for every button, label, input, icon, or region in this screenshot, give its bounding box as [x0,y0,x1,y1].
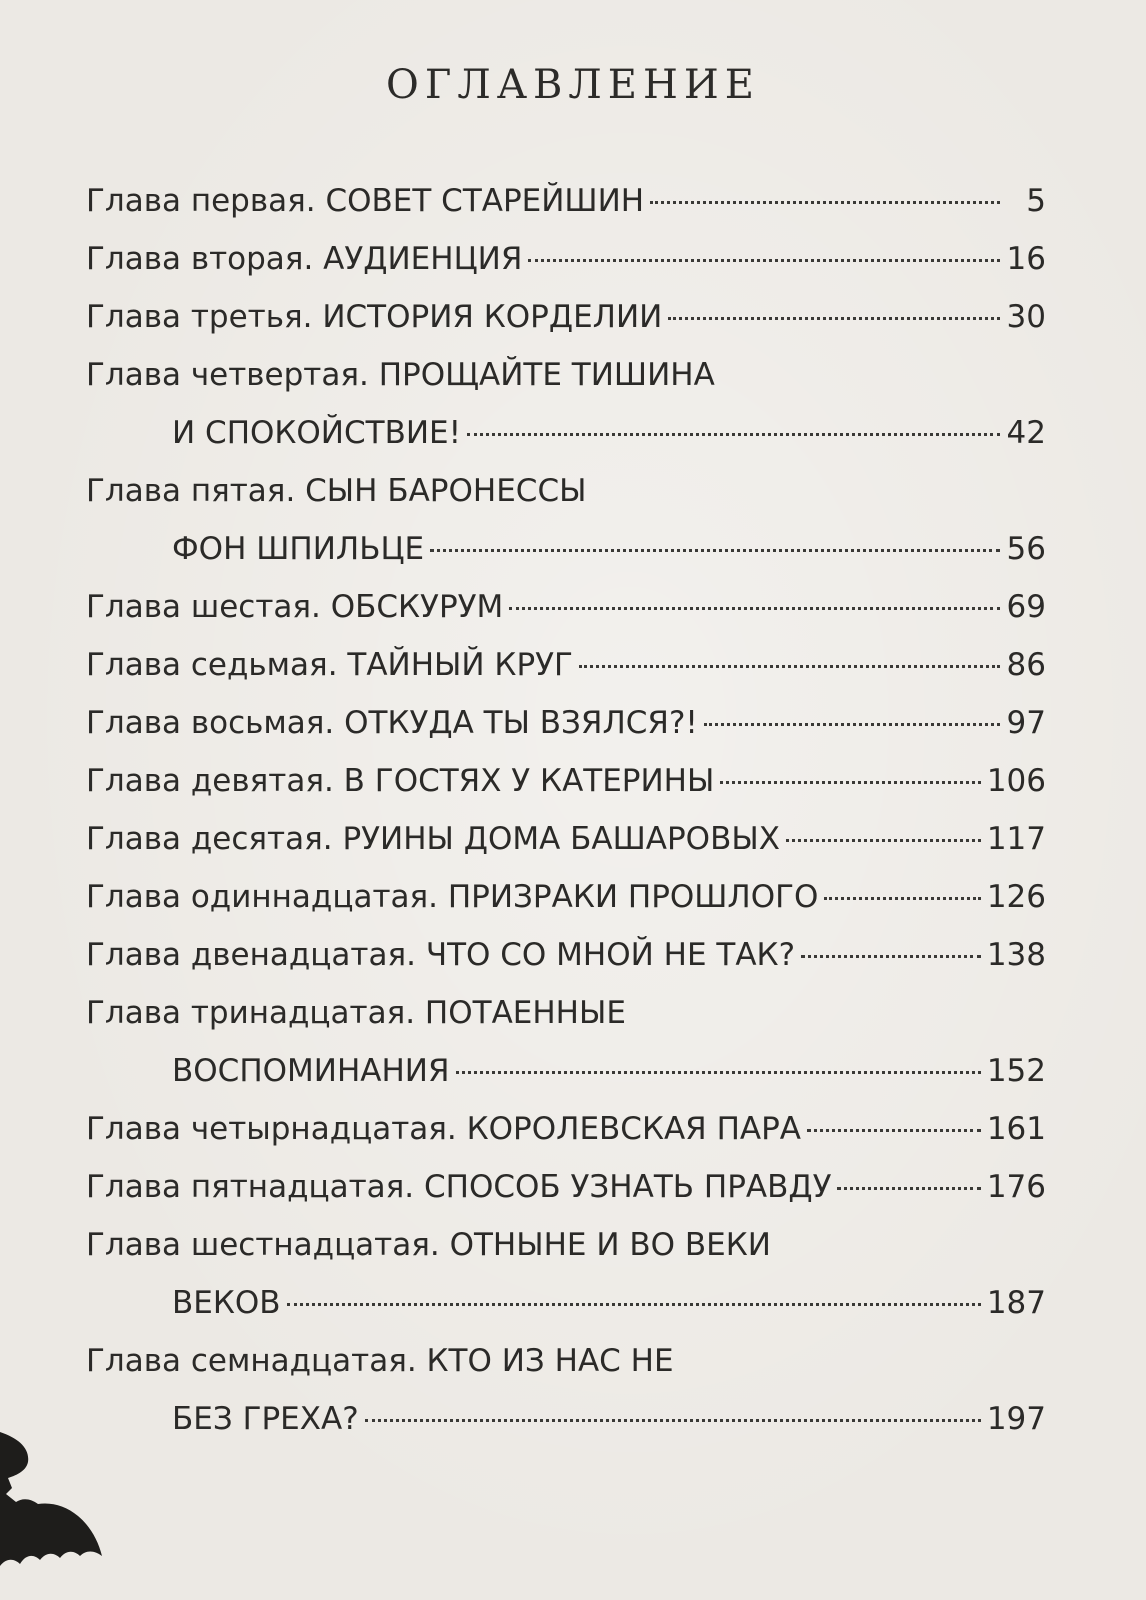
dot-leader [579,665,1000,668]
bat-silhouette-icon [0,1432,110,1582]
toc-entry-text: Глава двенадцатая. ЧТО СО МНОЙ НЕ ТАК? [86,937,796,973]
toc-entry-continuation [86,1274,1046,1332]
toc-entry [86,1158,1046,1216]
toc-entry [86,230,1046,288]
toc-page-number: 161 [986,1111,1046,1147]
toc-page-number: 56 [1006,531,1046,567]
dot-leader [801,955,981,958]
toc-entry-text: Глава одиннадцатая. ПРИЗРАКИ ПРОШЛОГО [86,879,819,915]
page-title: ОГЛАВЛЕНИЕ [386,62,760,108]
toc-entry-text: Глава девятая. В ГОСТЯХ У КАТЕРИНЫ [86,763,715,799]
toc-entry-continuation [86,1390,1046,1448]
toc-entry-text: Глава седьмая. ТАЙНЫЙ КРУГ [86,647,573,683]
toc-entry-text: Глава шестая. ОБСКУРУМ [86,589,504,625]
toc-page-number: 30 [1006,299,1046,335]
toc-entry-text: Глава четвертая. ПРОЩАЙТЕ ТИШИНА [86,357,715,393]
toc-entry-text: И СПОКОЙСТВИЕ! [172,415,462,451]
toc-entry [86,1332,1046,1390]
toc-entry [86,694,1046,752]
toc-page-number: 86 [1006,647,1046,683]
toc-page-number: 176 [986,1169,1046,1205]
toc-entry-continuation [86,1042,1046,1100]
toc-entry-text: Глава пятая. СЫН БАРОНЕССЫ [86,473,587,509]
toc-page-number: 187 [986,1285,1046,1321]
dot-leader [824,897,980,900]
bat-silhouette-shape [0,1432,102,1566]
toc-entry-text: Глава третья. ИСТОРИЯ КОРДЕЛИИ [86,299,663,335]
toc-entry [86,868,1046,926]
table-of-contents [86,172,1046,1448]
dot-leader [430,549,1000,552]
toc-entry [86,578,1046,636]
toc-entry [86,636,1046,694]
dot-leader [704,723,1000,726]
toc-page-number: 152 [986,1053,1046,1089]
toc-entry-continuation [86,520,1046,578]
toc-page-number: 197 [986,1401,1046,1437]
dot-leader [456,1071,981,1074]
dot-leader [650,201,1000,204]
dot-leader [287,1303,981,1306]
toc-page-number: 106 [986,763,1046,799]
dot-leader [365,1419,981,1422]
toc-entry-text: Глава пятнадцатая. СПОСОБ УЗНАТЬ ПРАВДУ [86,1169,832,1205]
toc-page-number: 69 [1006,589,1046,625]
toc-page-number: 117 [986,821,1046,857]
toc-entry [86,984,1046,1042]
toc-entry-text: Глава четырнадцатая. КОРОЛЕВСКАЯ ПАРА [86,1111,801,1147]
toc-page-number: 5 [1026,183,1046,219]
toc-page-number: 138 [986,937,1046,973]
dot-leader [786,839,981,842]
toc-entry-text: Глава первая. СОВЕТ СТАРЕЙШИН [86,183,645,219]
toc-entry-continuation [86,404,1046,462]
toc-entry-text: Глава вторая. АУДИЕНЦИЯ [86,241,523,277]
toc-entry [86,1100,1046,1158]
toc-entry-text: Глава тринадцатая. ПОТАЕННЫЕ [86,995,626,1031]
toc-page-number: 16 [1006,241,1046,277]
toc-entry-text: ВОСПОМИНАНИЯ [172,1053,450,1089]
dot-leader [528,259,1000,262]
toc-page-number: 42 [1006,415,1046,451]
dot-leader [720,781,980,784]
toc-entry-text: Глава шестнадцатая. ОТНЫНЕ И ВО ВЕКИ [86,1227,771,1263]
toc-entry [86,926,1046,984]
toc-entry-text: ФОН ШПИЛЬЦЕ [172,531,425,567]
toc-entry-text: ВЕКОВ [172,1285,281,1321]
toc-entry-text: БЕЗ ГРЕХА? [172,1401,359,1437]
toc-entry [86,288,1046,346]
toc-entry-text: Глава восьмая. ОТКУДА ТЫ ВЗЯЛСЯ?! [86,705,698,741]
toc-page-number: 97 [1006,705,1046,741]
toc-entry [86,346,1046,404]
toc-entry-text: Глава семнадцатая. КТО ИЗ НАС НЕ [86,1343,674,1379]
toc-entry [86,810,1046,868]
dot-leader [467,433,1000,436]
dot-leader [837,1187,980,1190]
toc-entry-text: Глава десятая. РУИНЫ ДОМА БАШАРОВЫХ [86,821,780,857]
dot-leader [668,317,1000,320]
toc-entry [86,1216,1046,1274]
toc-entry [86,172,1046,230]
dot-leader [509,607,1000,610]
toc-entry [86,462,1046,520]
toc-entry [86,752,1046,810]
dot-leader [807,1129,981,1132]
toc-page-number: 126 [986,879,1046,915]
